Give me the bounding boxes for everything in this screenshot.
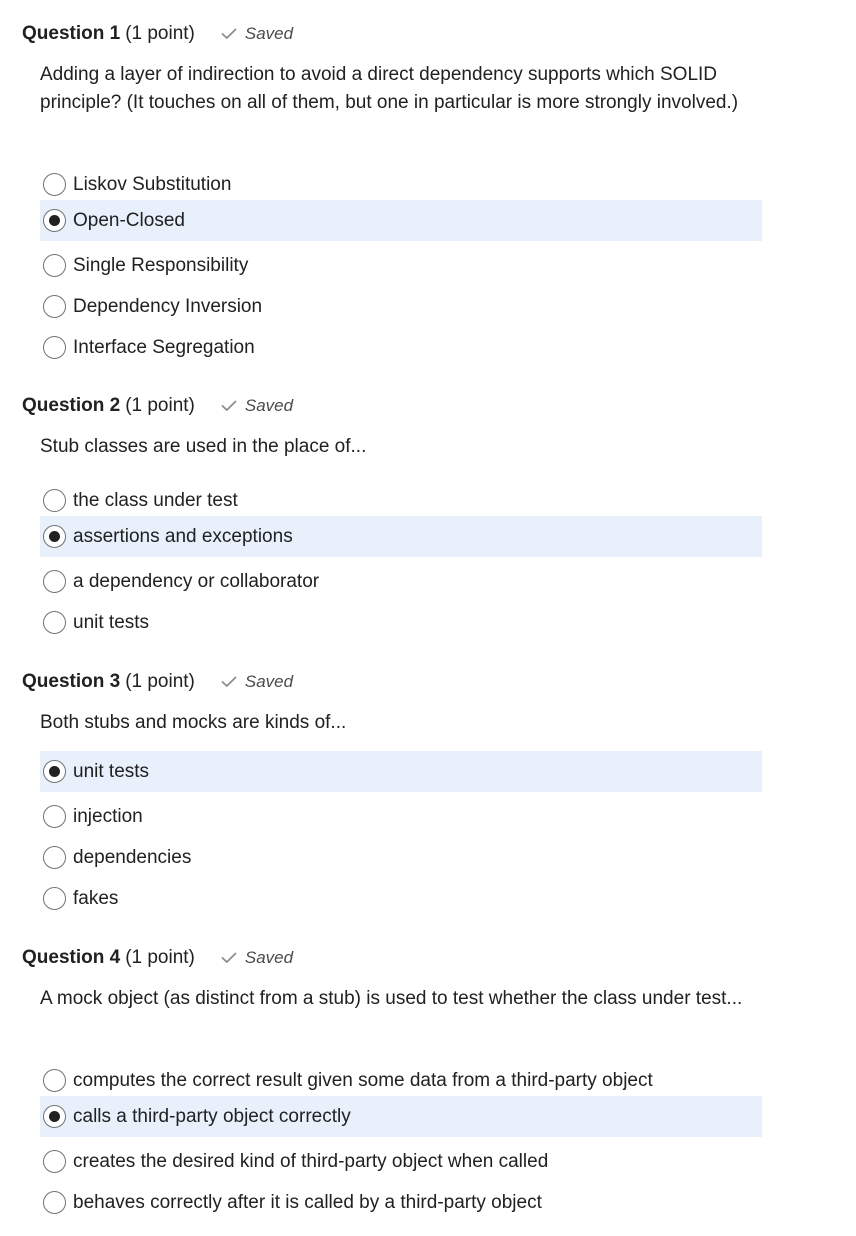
checkmark-icon bbox=[221, 28, 237, 40]
answer-option[interactable] bbox=[40, 602, 762, 643]
option-label: the class under test bbox=[73, 489, 238, 511]
question-header bbox=[22, 670, 293, 694]
question-points: (1 point) bbox=[125, 23, 195, 44]
answer-option[interactable] bbox=[40, 796, 762, 837]
option-label: Single Responsibility bbox=[73, 254, 249, 276]
option-label: calls a third-party object correctly bbox=[73, 1105, 351, 1127]
option-label: unit tests bbox=[73, 760, 150, 782]
radio-button-checked[interactable] bbox=[43, 760, 66, 783]
option-label: unit tests bbox=[73, 611, 150, 633]
radio-button[interactable] bbox=[43, 1150, 66, 1173]
question-points: (1 point) bbox=[125, 947, 195, 968]
question-header bbox=[22, 22, 293, 46]
answer-option[interactable] bbox=[40, 1060, 762, 1101]
checkmark-icon bbox=[221, 952, 237, 964]
radio-button[interactable] bbox=[43, 295, 66, 318]
radio-button[interactable] bbox=[43, 805, 66, 828]
checkmark-icon bbox=[221, 400, 237, 412]
radio-button[interactable] bbox=[43, 254, 66, 277]
answer-option-selected[interactable] bbox=[40, 516, 762, 557]
radio-button[interactable] bbox=[43, 887, 66, 910]
answer-option[interactable] bbox=[40, 561, 762, 602]
saved-label: Saved bbox=[244, 672, 294, 691]
saved-label: Saved bbox=[244, 24, 294, 43]
saved-status bbox=[221, 396, 293, 416]
radio-dot bbox=[49, 1111, 60, 1122]
option-label: Open-Closed bbox=[73, 209, 185, 231]
answer-option-selected[interactable] bbox=[40, 1096, 762, 1137]
radio-button[interactable] bbox=[43, 1069, 66, 1092]
radio-button[interactable] bbox=[43, 489, 66, 512]
question-title: Question 3 bbox=[22, 671, 121, 692]
option-label: Liskov Substitution bbox=[73, 173, 232, 195]
answer-option-selected[interactable] bbox=[40, 200, 762, 241]
question-text: Both stubs and mocks are kinds of... bbox=[40, 712, 347, 733]
answer-option[interactable] bbox=[40, 1182, 762, 1223]
question-header bbox=[22, 946, 293, 970]
saved-label: Saved bbox=[244, 948, 294, 967]
radio-button-checked[interactable] bbox=[43, 1105, 66, 1128]
saved-status bbox=[221, 948, 293, 968]
question-header bbox=[22, 394, 293, 418]
option-label: fakes bbox=[73, 887, 119, 909]
question-points: (1 point) bbox=[125, 395, 195, 416]
radio-button[interactable] bbox=[43, 1191, 66, 1214]
answer-option[interactable] bbox=[40, 327, 762, 368]
option-label: creates the desired kind of third-party object when called bbox=[73, 1150, 549, 1172]
checkmark-icon bbox=[221, 676, 237, 688]
answer-option[interactable] bbox=[40, 837, 762, 878]
radio-button[interactable] bbox=[43, 173, 66, 196]
question-title: Question 2 bbox=[22, 395, 121, 416]
question-title: Question 4 bbox=[22, 947, 121, 968]
radio-button[interactable] bbox=[43, 570, 66, 593]
option-label: a dependency or collaborator bbox=[73, 570, 320, 592]
answer-option[interactable] bbox=[40, 245, 762, 286]
saved-status bbox=[221, 672, 293, 692]
radio-button[interactable] bbox=[43, 611, 66, 634]
answer-option[interactable] bbox=[40, 286, 762, 327]
answer-option-selected[interactable] bbox=[40, 751, 762, 792]
option-label: injection bbox=[73, 805, 143, 827]
question-points: (1 point) bbox=[125, 671, 195, 692]
option-label: Interface Segregation bbox=[73, 336, 255, 358]
option-label: assertions and exceptions bbox=[73, 525, 293, 547]
question-text: A mock object (as distinct from a stub) is used to test whether the class under test... bbox=[40, 988, 743, 1009]
option-label: dependencies bbox=[73, 846, 192, 868]
radio-button-checked[interactable] bbox=[43, 209, 66, 232]
radio-dot bbox=[49, 215, 60, 226]
answer-option[interactable] bbox=[40, 164, 762, 205]
answer-option[interactable] bbox=[40, 878, 762, 919]
saved-label: Saved bbox=[244, 396, 294, 415]
answer-option[interactable] bbox=[40, 1141, 762, 1182]
option-label: Dependency Inversion bbox=[73, 295, 263, 317]
option-label: behaves correctly after it is called by a third-party object bbox=[73, 1191, 542, 1213]
radio-button[interactable] bbox=[43, 336, 66, 359]
question-text: Adding a layer of indirection to avoid a direct dependency supports which SOLID principle? (It touches on all of them, but one in particular is more strongly involved.) bbox=[40, 64, 739, 113]
radio-dot bbox=[49, 531, 60, 542]
question-text: Stub classes are used in the place of... bbox=[40, 436, 367, 457]
radio-dot bbox=[49, 766, 60, 777]
radio-button-checked[interactable] bbox=[43, 525, 66, 548]
answer-option[interactable] bbox=[40, 480, 762, 521]
radio-button[interactable] bbox=[43, 846, 66, 869]
question-title: Question 1 bbox=[22, 23, 121, 44]
option-label: computes the correct result given some data from a third-party object bbox=[73, 1069, 653, 1091]
saved-status bbox=[221, 24, 293, 44]
